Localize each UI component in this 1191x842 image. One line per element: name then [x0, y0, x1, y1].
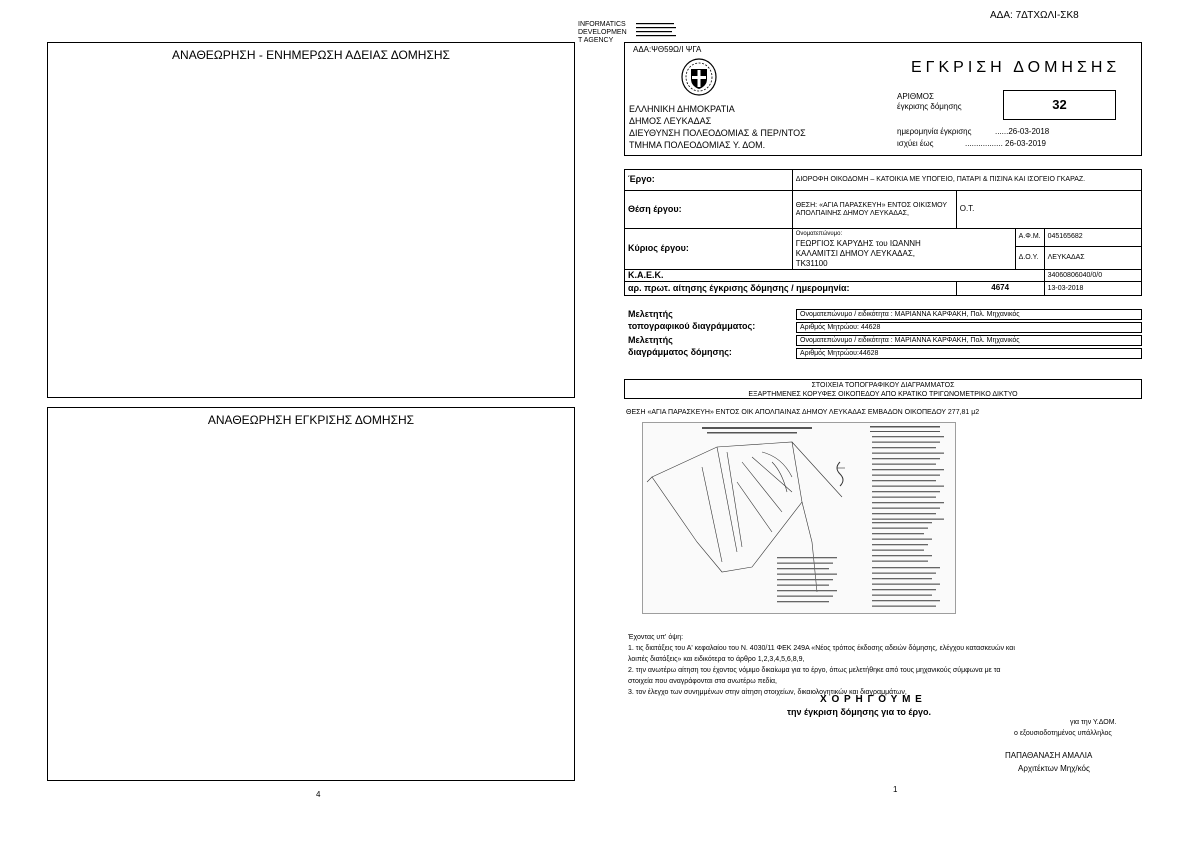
ada-code: ΑΔΑ: 7ΔΤΧΩΛΙ-ΣΚ8: [990, 10, 1079, 21]
valid-until-label: ισχύει έως: [897, 139, 934, 148]
revision-approval-panel: [47, 407, 575, 781]
consideration-line: 3. τον έλεγχο των συνημμένων στην αίτηση στοιχείων, δικαιολογητικών και διαγραμμάτων,: [628, 689, 907, 696]
valid-until-date: ................. 26-03-2019: [965, 139, 1046, 148]
having-seen: Έχοντας υπ' όψη:: [628, 634, 684, 641]
topographic-plan-image: [642, 422, 956, 614]
panel-title: ΑΝΑΘΕΩΡΗΣΗ - ΕΝΗΜΕΡΩΣΗ ΑΔΕΙΑΣ ΔΟΜΗΣΗΣ: [172, 48, 450, 62]
doy-value: ΛΕΥΚΑΔΑΣ: [1044, 246, 1141, 269]
grant-subheading: την έγκριση δόμησης για το έργο.: [787, 707, 932, 717]
surveyors-block: [624, 308, 1142, 360]
consideration-line: λοιπές διατάξεις» και ειδικότερα το άρθρο 1,2,3,4,5,6,8,9,: [628, 656, 805, 663]
label-line: Μελετητής: [628, 309, 673, 319]
afm-label: Α.Φ.Μ.: [1015, 229, 1044, 247]
kaek-value: 34060806040/0/0: [1044, 270, 1141, 282]
doy-label: Δ.Ο.Υ.: [1015, 246, 1044, 269]
application-date: 13-03-2018: [1044, 282, 1141, 296]
org-line: ΔΗΜΟΣ ΛΕΥΚΑΔΑΣ: [629, 116, 712, 126]
approval-number: 32: [1003, 90, 1116, 120]
thesi-value: ΘΕΣΗ: «ΑΓΙΑ ΠΑΡΑΣΚΕΥΗ» ΕΝΤΟΣ ΟΙΚΙΣΜΟΥ ΑΠΟΛΠΑΙΝΗΣ ΔΗΜΟΥ ΛΕΥΚΑΔΑΣ,: [792, 191, 956, 229]
afm-value: 045165682: [1044, 229, 1141, 247]
page-number-left: 4: [316, 790, 321, 799]
org-line: ΤΜΗΜΑ ΠΟΛΕΟΔΟΜΙΑΣ Υ. ΔΟΜ.: [629, 140, 766, 150]
page-number-right: 1: [893, 785, 898, 794]
revision-update-panel: [47, 42, 575, 398]
table-row: [625, 170, 1142, 191]
considerations-block: [628, 632, 1015, 698]
topo-title-box: [624, 379, 1142, 399]
org-line: ΕΛΛΗΝΙΚΗ ΔΗΜΟΚΡΑΤΙΑ: [629, 104, 735, 114]
ergo-label: Έργο:: [625, 170, 793, 191]
approval-date-label: ημερομηνία έγκρισης: [897, 127, 972, 136]
project-table: [624, 169, 1142, 296]
label-line: Μελετητής: [628, 335, 673, 345]
owner-postcode: ΤΚ31100: [795, 259, 828, 268]
agency-line: T AGENCY: [578, 37, 614, 44]
topo-place-line: ΘΕΣΗ «ΑΓΙΑ ΠΑΡΑΣΚΕΥΗ» ΕΝΤΟΣ ΟΙΚ ΑΠΟΛΠΑΙΝΑΣ ΔΗΜΟΥ ΛΕΥΚΑΔΑΣ ΕΜΒΑΔΟΝ ΟΙΚΟΠΕΔΟΥ 277,81 μ2: [626, 409, 980, 416]
building-surveyor-name: Ονοματεπώνυμο / ειδικότητα : ΜΑΡΙΑΝΝΑ ΚΑΡΦΑΚΗ, Πολ. Μηχανικός: [796, 335, 1142, 346]
owner-details: [792, 229, 1015, 270]
signatory-role: Αρχιτέκτων Μηχ/κός: [1018, 764, 1090, 773]
application-label: αρ. πρωτ. αίτησης έγκρισης δόμησης / ημερομηνία:: [625, 282, 957, 296]
agency-logo: [636, 22, 678, 40]
number-label: [897, 92, 962, 112]
application-number: 4674: [956, 282, 1044, 296]
building-surveyor-registry: Αριθμός Μητρώου:44628: [796, 348, 1142, 359]
approval-date: ......26-03-2018: [995, 127, 1050, 136]
consideration-line: 2. την ανωτέρω αίτηση του έχοντος νόμιμο δικαίωμα για το έργο, όπως μελετήθηκε από τους μηχανικούς σύμφωνα με τα: [628, 667, 1001, 674]
owner-label: Κύριος έργου:: [625, 229, 793, 270]
thesi-label: Θέση έργου:: [625, 191, 793, 229]
agency-line: DEVELOPMEN: [578, 29, 627, 36]
topo-surveyor-label: [628, 308, 755, 332]
number-label-line: έγκρισης δόμησης: [897, 102, 962, 111]
owner-address: ΚΑΛΑΜΙΤΣΙ ΔΗΜΟΥ ΛΕΥΚΑΔΑΣ,: [795, 249, 916, 258]
number-label-line: ΑΡΙΘΜΟΣ: [897, 92, 934, 101]
document-title: ΕΓΚΡΙΣΗ ΔΟΜΗΣΗΣ: [911, 59, 1121, 76]
header-box: [624, 42, 1142, 156]
table-row: [625, 229, 1142, 247]
ergo-value: ΔΙΟΡΟΦΗ ΟΙΚΟΔΟΜΗ – ΚΑΤΟΙΚΙΑ ΜΕ ΥΠΟΓΕΙΟ, ΠΑΤΑΡΙ & ΠΙΣΙΝΑ ΚΑΙ ΙΣΟΓΕΙΟ ΓΚΑΡΑΖ.: [792, 170, 1141, 191]
topo-surveyor-name: Ονοματεπώνυμο / ειδικότητα : ΜΑΡΙΑΝΝΑ ΚΑΡΦΑΚΗ, Πολ. Μηχανικός: [796, 309, 1142, 320]
signature-for: για την Υ.ΔΟΜ.: [1070, 719, 1117, 726]
owner-sub: Ονοματεπώνυμο:: [795, 231, 843, 237]
signatory-name: ΠΑΠΑΘΑΝΑΣΗ ΑΜΑΛΙΑ: [1005, 751, 1093, 760]
signature-authorized: ο εξουσιοδοτημένος υπάλληλος: [1014, 730, 1112, 737]
consideration-line: 1. τις διατάξεις του Α' κεφαλαίου του Ν. 4030/11 ΦΕΚ 249Α «Νέος τρόπος έκδοσης αδειών δόμησης, ελέγχου κατασκευών και: [628, 645, 1015, 652]
panel-title: ΑΝΑΘΕΩΡΗΣΗ ΕΓΚΡΙΣΗΣ ΔΟΜΗΣΗΣ: [207, 413, 415, 427]
org-block: [629, 103, 806, 151]
building-surveyor-label: [628, 334, 732, 358]
coat-of-arms-emblem: [679, 55, 719, 97]
agency-stamp: [578, 21, 627, 45]
table-row: [625, 282, 1142, 296]
topo-title-line: ΣΤΟΙΧΕΙΑ ΤΟΠΟΓΡΑΦΙΚΟΥ ΔΙΑΓΡΑΜΜΑΤΟΣ: [811, 382, 955, 389]
org-line: ΔΙΕΥΘΥΝΣΗ ΠΟΛΕΟΔΟΜΙΑΣ & ΠΕΡ/ΝΤΟΣ: [629, 128, 806, 138]
grant-heading: Χ Ο Ρ Η Γ Ο Υ Μ Ε: [820, 694, 923, 705]
label-line: διαγράμματος δόμησης:: [628, 347, 732, 357]
topo-surveyor-registry: Αριθμός Μητρώου: 44628: [796, 322, 1142, 333]
consideration-line: στοιχεία που αναγράφονται στα ανωτέρω πεδία,: [628, 678, 778, 685]
ot-label: Ο.Τ.: [956, 191, 1141, 229]
table-row: [625, 270, 1142, 282]
doc-reference: ΑΔΑ:ΨΘ59Ω/Ι ΨΓΑ: [633, 45, 702, 54]
topo-title-line: ΕΞΑΡΤΗΜΕΝΕΣ ΚΟΡΥΦΕΣ ΟΙΚΟΠΕΔΟΥ ΑΠΟ ΚΡΑΤΙΚΟ ΤΡΙΓΩΝΟΜΕΤΡΙΚΟ ΔΙΚΤΥΟ: [748, 391, 1018, 398]
kaek-label: Κ.Α.Ε.Κ.: [625, 270, 1045, 282]
owner-name: ΓΕΩΡΓΙΟΣ ΚΑΡΥΔΗΣ του ΙΩΑΝΝΗ: [795, 239, 921, 248]
table-row: [625, 191, 1142, 229]
label-line: τοπογραφικού διαγράμματος:: [628, 321, 756, 331]
agency-line: INFORMATICS: [578, 21, 626, 28]
